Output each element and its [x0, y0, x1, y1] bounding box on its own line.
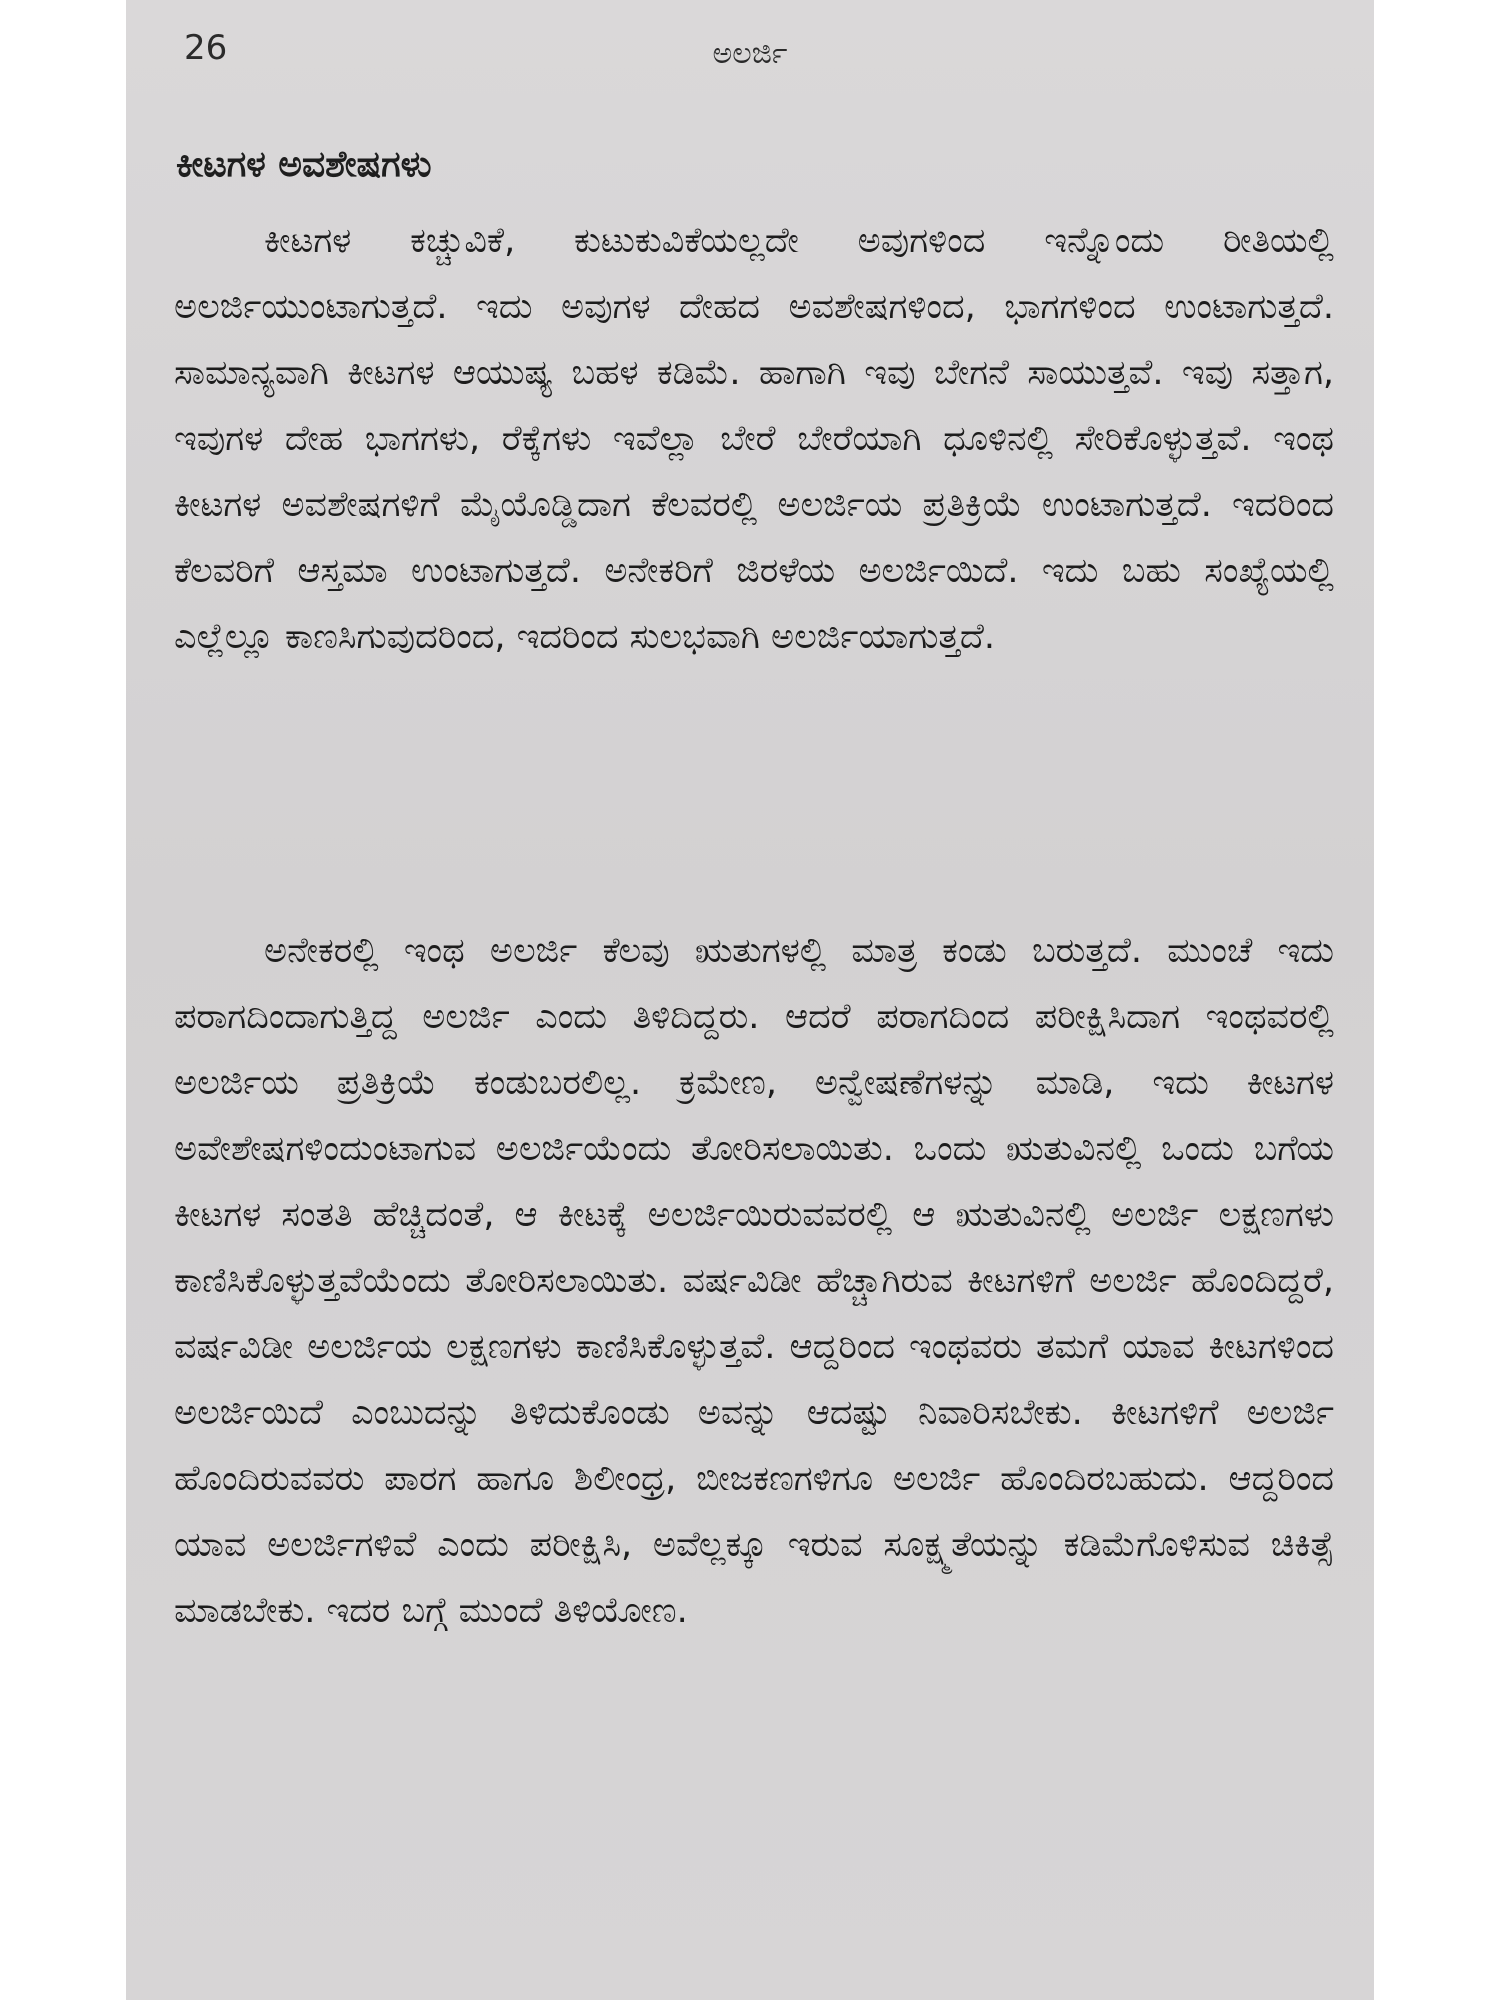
page-header — [126, 0, 1374, 100]
book-page — [126, 0, 1374, 2000]
running-title: ಅಲರ್ಜಿ — [712, 36, 788, 71]
paragraph-2: ಅನೇಕರಲ್ಲಿ ಇಂಥ ಅಲರ್ಜಿ ಕೆಲವು ಋತುಗಳಲ್ಲಿ ಮಾತ್ರ ಕಂಡು ಬರುತ್ತದೆ. ಮುಂಚೆ ಇದು ಪರಾಗದಿಂದಾಗುತ್ತಿದ್ದ ಅಲರ್ಜಿ ಎಂದು ತಿಳಿದಿದ್ದರು. ಆದರೆ ಪರಾಗದಿಂದ ಪರೀಕ್ಷಿಸಿದಾಗ ಇಂಥವರಲ್ಲಿ ಅಲರ್ಜಿಯ ಪ್ರತಿಕ್ರಿಯೆ ಕಂಡುಬರಲಿಲ್ಲ. ಕ್ರಮೇಣ, ಅನ್ವೇಷಣೆಗಳನ್ನು ಮಾಡಿ, ಇದು ಕೀಟಗಳ ಅವೇಶೇಷಗಳಿಂದುಂಟಾಗುವ ಅಲರ್ಜಿಯೆಂದು ತೋರಿಸಲಾಯಿತು. ಒಂದು ಋತುವಿನಲ್ಲಿ ಒಂದು ಬಗೆಯ ಕೀಟಗಳ ಸಂತತಿ ಹೆಚ್ಚಿದಂತೆ, ಆ ಕೀಟಕ್ಕೆ ಅಲರ್ಜಿಯಿರುವವರಲ್ಲಿ ಆ ಋತುವಿನಲ್ಲಿ ಅಲರ್ಜಿ ಲಕ್ಷಣಗಳು ಕಾಣಿಸಿಕೊಳ್ಳುತ್ತವೆಯೆಂದು ತೋರಿಸಲಾಯಿತು. ವರ್ಷವಿಡೀ ಹೆಚ್ಚಾಗಿರುವ ಕೀಟಗಳಿಗೆ ಅಲರ್ಜಿ ಹೊಂದಿದ್ದರೆ, ವರ್ಷವಿಡೀ ಅಲರ್ಜಿಯ ಲಕ್ಷಣಗಳು ಕಾಣಿಸಿಕೊಳ್ಳುತ್ತವೆ. ಆದ್ದರಿಂದ ಇಂಥವರು ತಮಗೆ ಯಾವ ಕೀಟಗಳಿಂದ ಅಲರ್ಜಿಯಿದೆ ಎಂಬುದನ್ನು ತಿಳಿದುಕೊಂಡು ಅವನ್ನು ಆದಷ್ಟು ನಿವಾರಿಸಬೇಕು. ಕೀಟಗಳಿಗೆ ಅಲರ್ಜಿ ಹೊಂದಿರುವವರು ಪಾರಗ ಹಾಗೂ ಶಿಲೀಂಧ್ರ, ಬೀಜಕಣಗಳಿಗೂ ಅಲರ್ಜಿ ಹೊಂದಿರಬಹುದು. ಆದ್ದರಿಂದ ಯಾವ ಅಲರ್ಜಿಗಳಿವೆ ಎಂದು ಪರೀಕ್ಷಿಸಿ, ಅವೆಲ್ಲಕ್ಕೂ ಇರುವ ಸೂಕ್ಷ್ಮತೆಯನ್ನು ಕಡಿಮೆಗೊಳಿಸುವ ಚಿಕಿತ್ಸೆ ಮಾಡಬೇಕು. ಇದರ ಬಗ್ಗೆ ಮುಂದೆ ತಿಳಿಯೋಣ. — [174, 931, 1334, 1631]
section-heading: ಕೀಟಗಳ ಅವಶೇಷಗಳು — [176, 144, 432, 185]
paragraph-1: ಕೀಟಗಳ ಕಚ್ಚುವಿಕೆ, ಕುಟುಕುವಿಕೆಯಲ್ಲದೇ ಅವುಗಳಿಂದ ಇನ್ನೊಂದು ರೀತಿಯಲ್ಲಿ ಅಲರ್ಜಿಯುಂಟಾಗುತ್ತದೆ. ಇದು ಅವುಗಳ ದೇಹದ ಅವಶೇಷಗಳಿಂದ, ಭಾಗಗಳಿಂದ ಉಂಟಾಗುತ್ತದೆ. ಸಾಮಾನ್ಯವಾಗಿ ಕೀಟಗಳ ಆಯುಷ್ಯ ಬಹಳ ಕಡಿಮೆ. ಹಾಗಾಗಿ ಇವು ಬೇಗನೆ ಸಾಯುತ್ತವೆ. ಇವು ಸತ್ತಾಗ, ಇವುಗಳ ದೇಹ ಭಾಗಗಳು, ರೆಕ್ಕೆಗಳು ಇವೆಲ್ಲಾ ಬೇರೆ ಬೇರೆಯಾಗಿ ಧೂಳಿನಲ್ಲಿ ಸೇರಿಕೊಳ್ಳುತ್ತವೆ. ಇಂಥ ಕೀಟಗಳ ಅವಶೇಷಗಳಿಗೆ ಮೈಯೊಡ್ಡಿದಾಗ ಕೆಲವರಲ್ಲಿ ಅಲರ್ಜಿಯ ಪ್ರತಿಕ್ರಿಯೆ ಉಂಟಾಗುತ್ತದೆ. ಇದರಿಂದ ಕೆಲವರಿಗೆ ಆಸ್ತಮಾ ಉಂಟಾಗುತ್ತದೆ. ಅನೇಕರಿಗೆ ಜಿರಳೆಯ ಅಲರ್ಜಿಯಿದೆ. ಇದು ಬಹು ಸಂಖ್ಯೆಯಲ್ಲಿ ಎಲ್ಲೆಲ್ಲೂ ಕಾಣಸಿಗುವುದರಿಂದ, ಇದರಿಂದ ಸುಲಭವಾಗಿ ಅಲರ್ಜಿಯಾಗುತ್ತದೆ. — [174, 221, 1334, 657]
page-number: 26 — [184, 28, 228, 68]
